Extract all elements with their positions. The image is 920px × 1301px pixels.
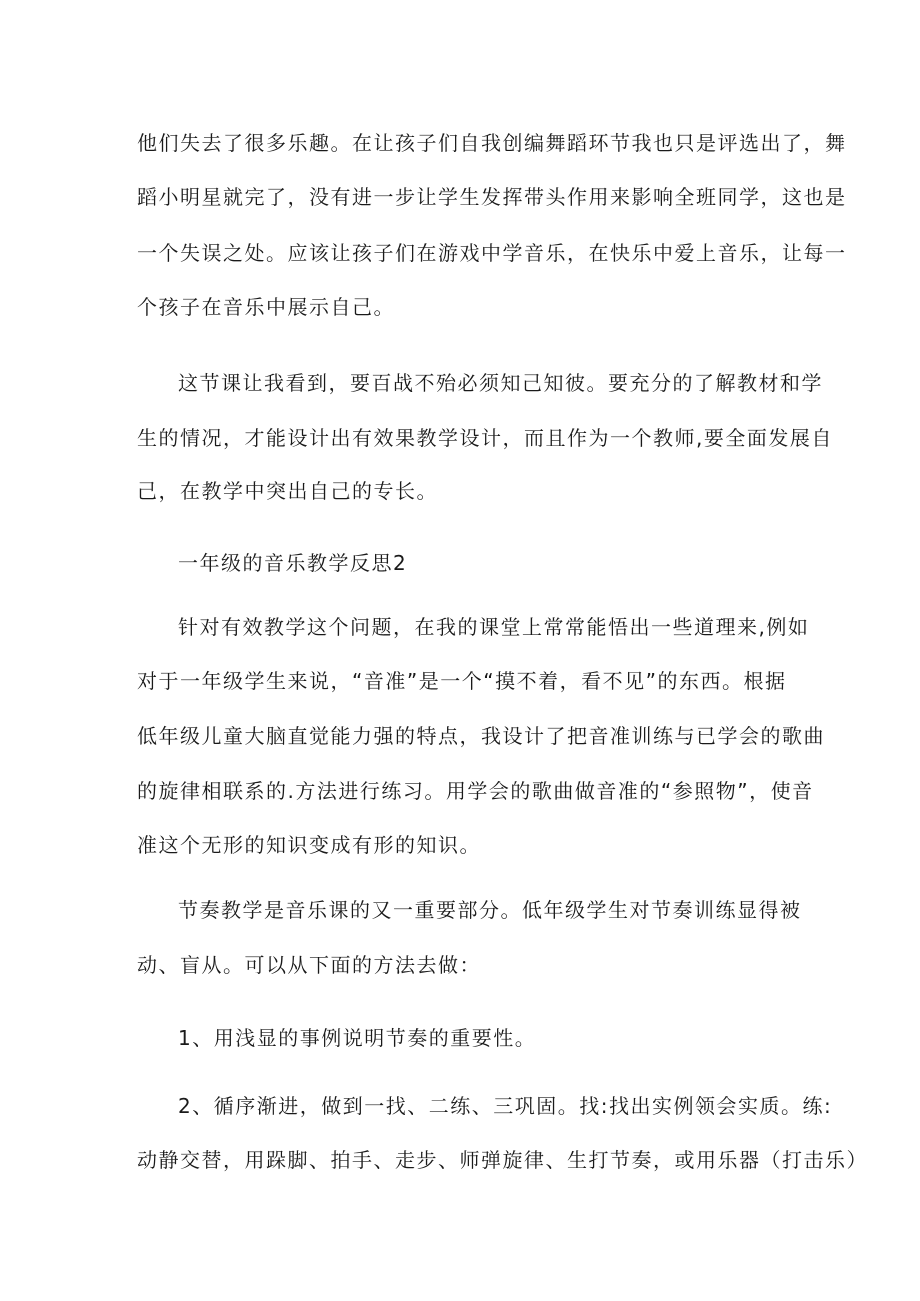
text-line: 这节课让我看到，要百战不殆必须知己知彼。要充分的了解教材和学 <box>178 371 823 395</box>
text-line: 节奏教学是音乐课的又一重要部分。低年级学生对节奏训练显得被 <box>178 898 802 922</box>
text-line: 生的情况，才能设计出有效果教学设计，而且作为一个教师,要全面发展自 <box>137 426 833 450</box>
text-line: 己，在教学中突出自己的专长。 <box>137 479 438 503</box>
text-line: 个孩子在音乐中展示自己。 <box>137 295 395 319</box>
text-line: 的旋律相联系的.方法进行练习。用学会的歌曲做音准的“参照物”，使音 <box>137 779 814 803</box>
text-line: 2、循序渐进，做到一找、二练、三巩固。找:找出实例领会实质。练: <box>178 1094 833 1118</box>
text-line: 准这个无形的知识变成有形的知识。 <box>137 833 481 857</box>
text-line: 他们失去了很多乐趣。在让孩子们自我创编舞蹈环节我也只是评选出了，舞 <box>137 131 847 155</box>
text-line: 低年级儿童大脑直觉能力强的特点，我设计了把音准训练与已学会的歌曲 <box>137 724 825 748</box>
text-line: 对于一年级学生来说，“音准”是一个“摸不着，看不见”的东西。根据 <box>137 669 787 693</box>
text-line: 1、用浅显的事例说明节奏的重要性。 <box>178 1026 537 1050</box>
text-line: 针对有效教学这个问题，在我的课堂上常常能悟出一些道理来,例如 <box>178 615 810 639</box>
text-line: 动、盲从。可以从下面的方法去做： <box>137 953 481 977</box>
text-line: 一个失误之处。应该让孩子们在游戏中学音乐，在快乐中爱上音乐，让每一 <box>137 241 847 265</box>
text-line: 蹈小明星就完了，没有进一步让学生发挥带头作用来影响全班同学，这也是 <box>137 185 847 209</box>
text-line: 动静交替，用跺脚、拍手、走步、师弹旋律、生打节奏，或用乐器（打击乐） <box>137 1148 868 1172</box>
section-heading: 一年级的音乐教学反思2 <box>178 551 408 575</box>
